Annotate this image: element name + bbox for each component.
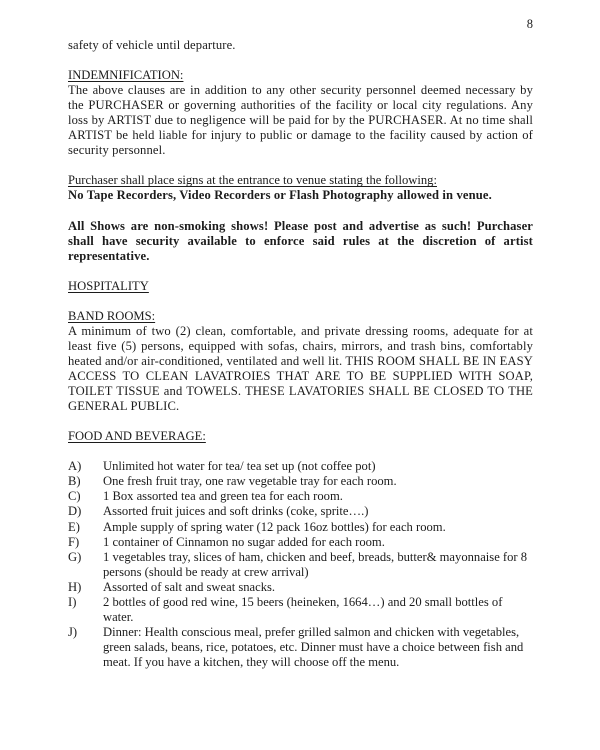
spacer (68, 158, 533, 173)
list-item (68, 504, 533, 519)
list-item-text: 1 container of Cinnamon no sugar added for each room. (103, 534, 385, 549)
list-item-marker: H) (68, 579, 82, 594)
paragraph-indemnification: The above clauses are in addition to any other security personnel deemed necessary by the PURCHASER or governing authorities of the facility or local city regulations. Any loss by ARTIST due to negligence will be paid for by the PURCHASER. At no time shall ARTIST be held liable for injury to public or damage to the facility caused by action of security personnel. (68, 83, 533, 158)
page-number: 8 (526, 17, 533, 31)
spacer (68, 264, 533, 279)
list-item-text: 1 vegetables tray, slices of ham, chicken and beef, breads, butter& mayonnaise for 8 persons (should be ready at crew arrival) (103, 549, 528, 579)
spacer (68, 294, 533, 309)
list-item (68, 580, 533, 595)
spacer (68, 414, 533, 429)
list-item (68, 595, 533, 625)
list-item-text: Ample supply of spring water (12 pack 16oz bottles) for each room. (103, 519, 446, 534)
list-item-marker: I) (68, 594, 77, 609)
food-and-beverage-list (68, 459, 533, 670)
list-item-text: Assorted fruit juices and soft drinks (coke, sprite….) (103, 504, 369, 519)
list-item-marker: F) (68, 534, 80, 549)
list-item (68, 459, 533, 474)
paragraph-non-smoking: All Shows are non-smoking shows! Please post and advertise as such! Purchaser shall have security available to enforce said rules at the discretion of artist representative. (68, 218, 533, 263)
spacer (68, 204, 533, 219)
heading-hospitality: HOSPITALITY (68, 278, 149, 293)
signage-bold-line: No Tape Recorders, Video Recorders or Flash Photography allowed in venue. (68, 188, 492, 203)
paragraph-band-rooms: A minimum of two (2) clean, comfortable, and private dressing rooms, adequate for at least five (5) persons, equipped with sofas, chairs, mirrors, and trash bins, comfortably heated and/or air-conditioned, ventilated and well lit. THIS ROOM SHALL BE IN EASY ACCESS TO CLEAN LAVATROIES THAT ARE TO BE SUPPLIED WITH SOAP, TOILET TISSUE and TOWELS. THESE LAVATORIES SHALL BE CLOSED TO THE GENERAL PUBLIC. (68, 323, 533, 414)
spacer (68, 444, 533, 459)
list-item-marker: A) (68, 459, 82, 474)
spacer (68, 53, 533, 68)
continued-paragraph: safety of vehicle until departure. (68, 38, 236, 52)
list-item-marker: J) (68, 624, 78, 639)
list-item-marker: D) (68, 504, 82, 519)
heading-signage: Purchaser shall place signs at the entrance to venue stating the following: (68, 173, 437, 188)
list-item (68, 489, 533, 504)
list-item (68, 625, 533, 670)
list-item (68, 474, 533, 489)
list-item-text: One fresh fruit tray, one raw vegetable tray for each room. (103, 474, 397, 489)
list-item-text: Dinner: Health conscious meal, prefer grilled salmon and chicken with vegetables, green salads, beans, rice, potatoes, etc. Dinner must have a choice between fish and meat. If you have a kitchen, they will choose off the menu. (103, 624, 524, 669)
heading-indemnification: INDEMNIFICATION: (68, 68, 184, 83)
heading-food-and-beverage: FOOD AND BEVERAGE: (68, 429, 206, 444)
list-item (68, 535, 533, 550)
list-item-text: 1 Box assorted tea and green tea for each room. (103, 489, 343, 504)
heading-band-rooms: BAND ROOMS: (68, 308, 156, 323)
list-item-marker: C) (68, 489, 81, 504)
list-item (68, 520, 533, 535)
list-item-marker: B) (68, 474, 81, 489)
list-item-marker: E) (68, 519, 80, 534)
list-item-text: Assorted of salt and sweat snacks. (103, 579, 276, 594)
list-item-marker: G) (68, 549, 82, 564)
document-body (68, 38, 533, 670)
list-item-text: 2 bottles of good red wine, 15 beers (heineken, 1664…) and 20 small bottles of water. (103, 594, 503, 624)
list-item-text: Unlimited hot water for tea/ tea set up (not coffee pot) (103, 459, 376, 474)
list-item (68, 550, 533, 580)
